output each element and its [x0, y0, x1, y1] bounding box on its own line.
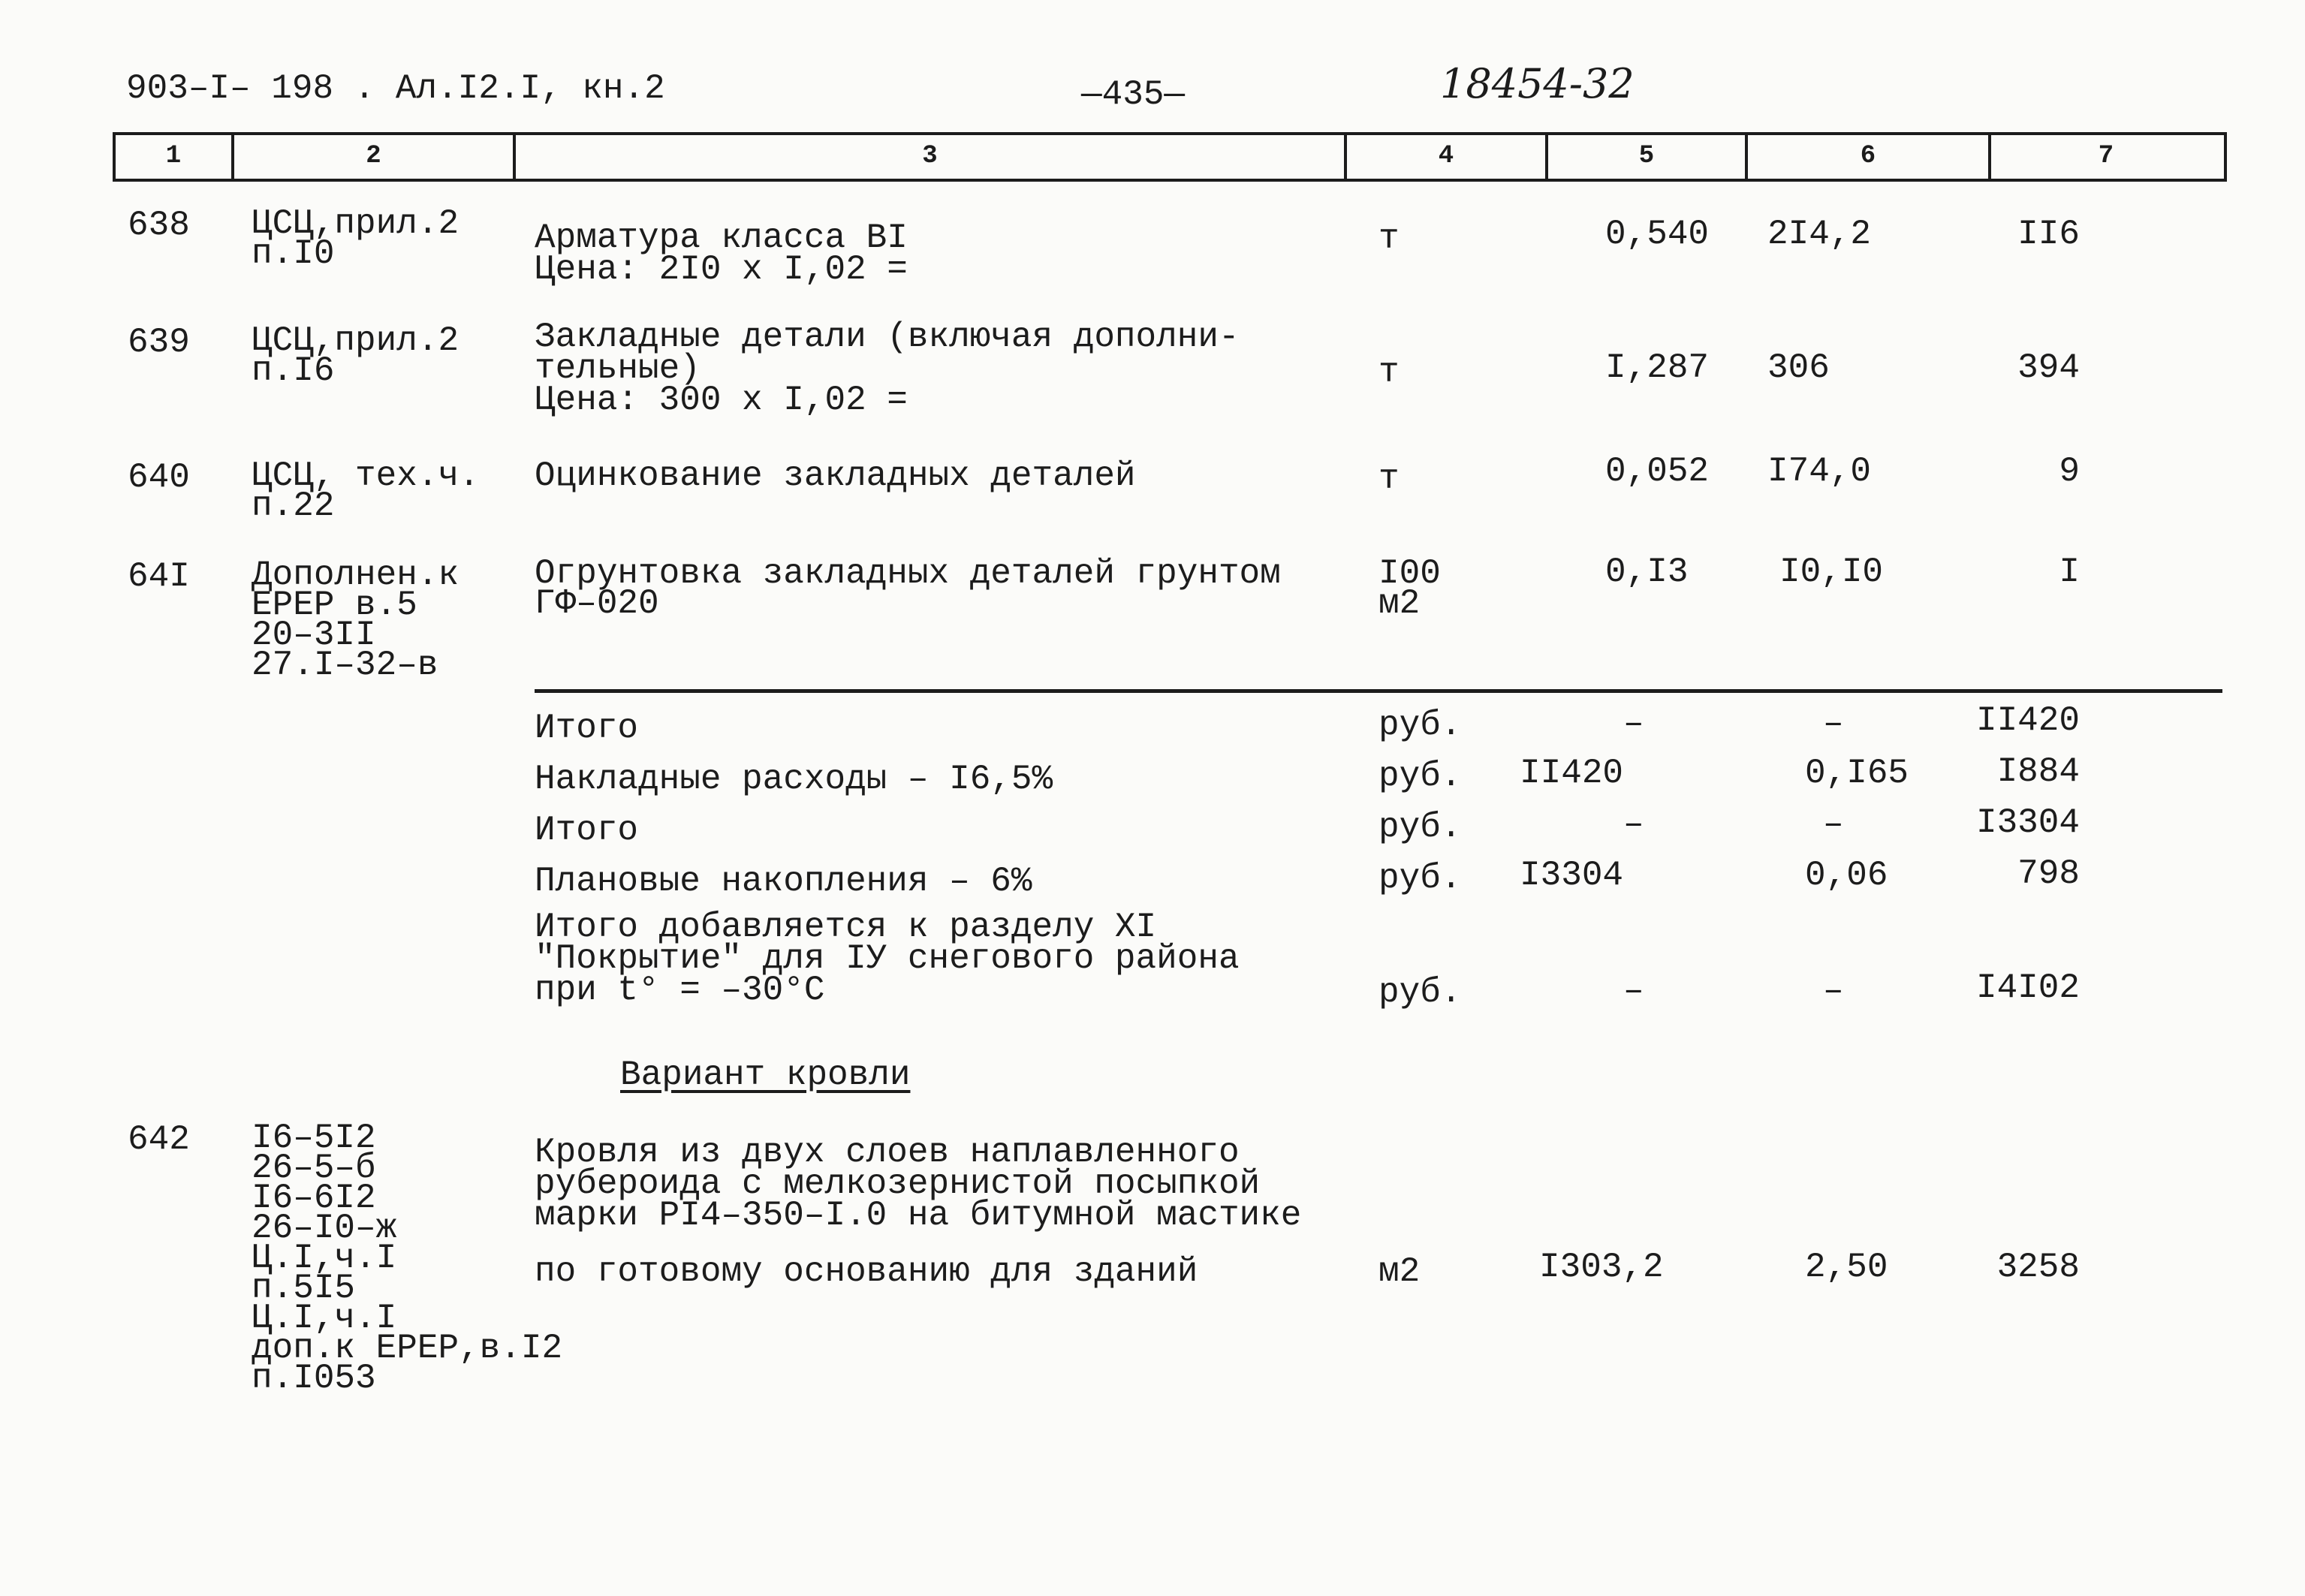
row-price: I74,0 — [1767, 452, 1872, 491]
row-description-tail: по готовому основанию для зданий — [535, 1252, 1198, 1291]
summary-rate: 0,06 — [1805, 856, 1888, 895]
row-quantity: 0,052 — [1605, 452, 1710, 491]
row-quantity: I303,2 — [1539, 1248, 1664, 1287]
row-reference: Дополнен.к ЕРЕР в.5 20–3II 27.I–32–в — [252, 556, 459, 685]
summary-total: I884 — [1996, 752, 2080, 791]
row-description: Арматура класса BI Цена: 2I0 х I,02 = — [535, 218, 908, 289]
row-quantity: 0,I3 — [1605, 553, 1689, 592]
column-header-1: 1 — [165, 142, 182, 170]
row-unit: т — [1378, 219, 1400, 258]
summary-base: – — [1623, 971, 1644, 1010]
summary-divider — [535, 689, 2222, 693]
row-total: 394 — [2017, 348, 2080, 387]
column-header-3: 3 — [922, 142, 938, 170]
page-number: —435— — [1081, 75, 1186, 114]
summary-total: I3304 — [1975, 803, 2080, 842]
document-code: 903–I– 198 . Ал.I2.I, кн.2 — [126, 69, 665, 108]
row-description: Кровля из двух слоев наплавленного рубероида с мелкозернистой посыпкой марки РI4–350–I.0 на битумной мастике — [535, 1133, 1302, 1235]
column-header-5: 5 — [1638, 142, 1655, 170]
row-reference: I6–5I2 26–5–б I6–6I2 26–I0–ж Ц.I,ч.I п.5I5 Ц.I,ч.I доп.к ЕРЕР,в.I2 п.I053 — [252, 1119, 563, 1398]
row-number: 64I — [128, 557, 190, 596]
row-number: 639 — [128, 323, 190, 362]
summary-unit: руб. — [1378, 757, 1462, 796]
row-number: 638 — [128, 206, 190, 245]
summary-total: 798 — [2017, 854, 2080, 893]
row-description: Оцинкование закладных деталей — [535, 456, 1136, 495]
row-price: I0,I0 — [1779, 553, 1884, 592]
summary-base: II420 — [1520, 754, 1624, 793]
summary-rate: – — [1823, 704, 1844, 743]
summary-unit: руб. — [1378, 973, 1462, 1012]
summary-unit: руб. — [1378, 859, 1462, 898]
inventory-number: 18454-32 — [1440, 60, 1635, 107]
row-price: 2,50 — [1805, 1248, 1888, 1287]
row-reference: ЦСЦ,прил.2 п.I6 — [252, 321, 459, 390]
row-unit: т — [1378, 353, 1400, 392]
summary-rate: – — [1823, 805, 1844, 844]
row-description: Закладные детали (включая дополни- тельные) Цена: 300 х I,02 = — [535, 318, 1240, 420]
summary-total: I4I02 — [1975, 968, 2080, 1007]
summary-base: – — [1623, 805, 1644, 844]
row-unit: т — [1378, 459, 1400, 498]
summary-total: II420 — [1975, 701, 2080, 740]
row-number: 640 — [128, 458, 190, 497]
summary-label: Итого добавляется к разделу XI "Покрытие" для IУ снегового района при t° = –30°С — [535, 908, 1240, 1010]
summary-label: Накладные расходы – I6,5% — [535, 760, 1053, 799]
row-number: 642 — [128, 1120, 190, 1159]
row-quantity: I,287 — [1605, 348, 1710, 387]
row-total: I — [2059, 553, 2080, 592]
column-header-4: 4 — [1438, 142, 1454, 170]
row-unit: м2 — [1378, 1252, 1421, 1291]
column-header-6: 6 — [1860, 142, 1876, 170]
row-description: Огрунтовка закладных деталей грунтом ГФ–020 — [535, 554, 1281, 623]
row-total: II6 — [2017, 215, 2080, 254]
row-price: 306 — [1767, 348, 1830, 387]
row-quantity: 0,540 — [1605, 215, 1710, 254]
row-unit: I00 м2 — [1378, 554, 1441, 623]
summary-label: Итого — [535, 709, 639, 748]
row-reference: ЦСЦ, тех.ч. п.22 — [252, 456, 480, 525]
summary-unit: руб. — [1378, 808, 1462, 847]
summary-rate: – — [1823, 971, 1844, 1010]
column-header-7: 7 — [2098, 142, 2114, 170]
row-total: 9 — [2059, 452, 2080, 491]
row-price: 2I4,2 — [1767, 215, 1872, 254]
variant-heading: Вариант кровли — [620, 1055, 911, 1095]
column-header-2: 2 — [366, 142, 381, 170]
summary-label: Плановые накопления – 6% — [535, 862, 1032, 901]
summary-label: Итого — [535, 811, 639, 850]
summary-base: – — [1623, 704, 1644, 743]
summary-unit: руб. — [1378, 706, 1462, 745]
summary-base: I3304 — [1520, 856, 1624, 895]
row-reference: ЦСЦ,прил.2 п.I0 — [252, 204, 459, 273]
summary-rate: 0,I65 — [1805, 754, 1909, 793]
row-total: 3258 — [1996, 1248, 2080, 1287]
